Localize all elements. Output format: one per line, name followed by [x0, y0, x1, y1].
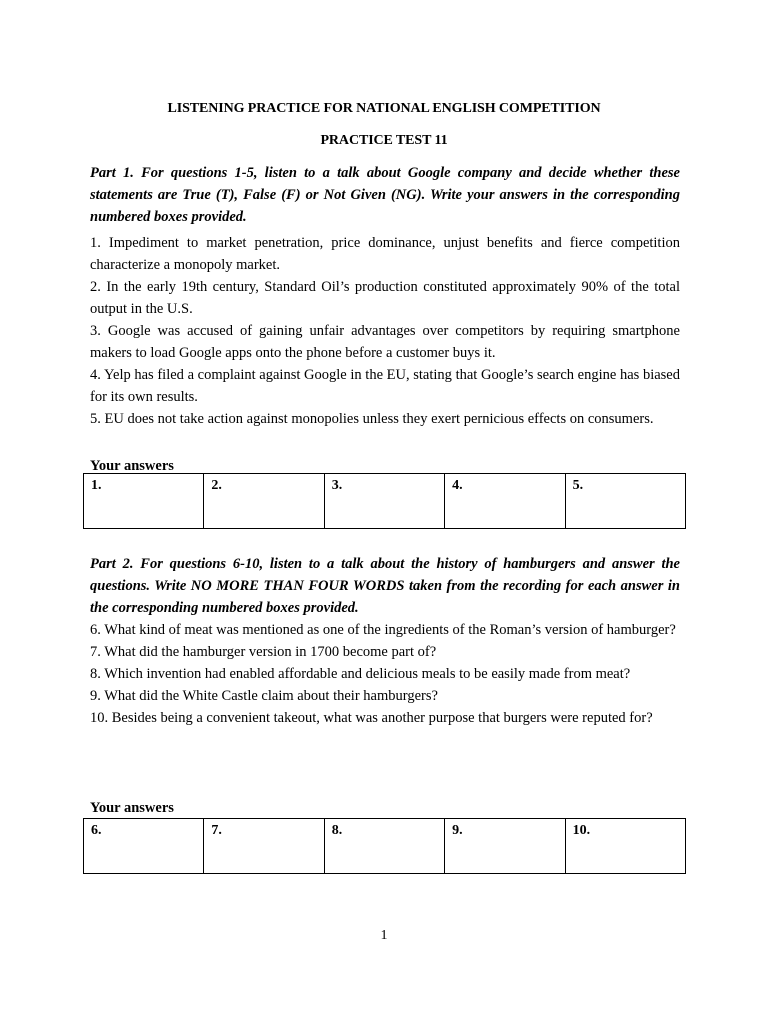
- question-1: 1. Impediment to market penetration, price dominance, unjust benefits and fierce competition characterize a monopoly market.: [90, 235, 680, 273]
- answer-box-3[interactable]: 3.: [324, 474, 444, 529]
- answer-box-1[interactable]: 1.: [84, 474, 204, 529]
- part1-instructions: Part 1. For questions 1-5, listen to a talk about Google company and decide whether these statements are True (T), False (F) or Not Given (NG). Write your answers in the corresponding numbered boxes provided.: [90, 165, 680, 225]
- question-8: 8. Which invention had enabled affordable and delicious meals to be easily made from meat?: [90, 666, 631, 682]
- answer-box-2[interactable]: 2.: [204, 474, 324, 529]
- test-subtitle: PRACTICE TEST 11: [320, 133, 448, 148]
- part1-question-list: [90, 232, 680, 430]
- part1-answers-label: Your answers: [90, 458, 174, 474]
- question-5: 5. EU does not take action against monopolies unless they exert pernicious effects on consumers.: [90, 411, 654, 427]
- question-9: 9. What did the White Castle claim about their hamburgers?: [90, 688, 438, 704]
- answer-box-9[interactable]: 9.: [445, 819, 565, 874]
- answer-box-8[interactable]: 8.: [324, 819, 444, 874]
- part2-answers-label: Your answers: [90, 800, 174, 816]
- answer-box-5[interactable]: 5.: [565, 474, 685, 529]
- question-4: 4. Yelp has filed a complaint against Google in the EU, stating that Google’s search engine has biased for its own results.: [90, 367, 680, 405]
- part2-answer-table: [83, 818, 686, 874]
- question-6: 6. What kind of meat was mentioned as one of the ingredients of the Roman’s version of hamburger?: [90, 622, 676, 638]
- part2-instructions: Part 2. For questions 6-10, listen to a talk about the history of hamburgers and answer the questions. Write NO MORE THAN FOUR WORDS taken from the recording for each answer in the corresponding numbered boxes provided.: [90, 556, 680, 616]
- answer-box-4[interactable]: 4.: [445, 474, 565, 529]
- part1-answer-table: [83, 473, 686, 529]
- answer-box-10[interactable]: 10.: [565, 819, 685, 874]
- question-2: 2. In the early 19th century, Standard Oil’s production constituted approximately 90% of the total output in the U.S.: [90, 279, 680, 317]
- document-title: LISTENING PRACTICE FOR NATIONAL ENGLISH COMPETITION: [167, 101, 601, 116]
- question-3: 3. Google was accused of gaining unfair advantages over competitors by requiring smartphone makers to load Google apps onto the phone before a customer buys it.: [90, 323, 680, 361]
- question-7: 7. What did the hamburger version in 1700 become part of?: [90, 644, 437, 660]
- answer-box-7[interactable]: 7.: [204, 819, 324, 874]
- page-number: 1: [380, 928, 388, 943]
- answer-box-6[interactable]: 6.: [84, 819, 204, 874]
- question-10: 10. Besides being a convenient takeout, what was another purpose that burgers were reputed for?: [90, 710, 653, 726]
- part2-question-list: [90, 619, 680, 729]
